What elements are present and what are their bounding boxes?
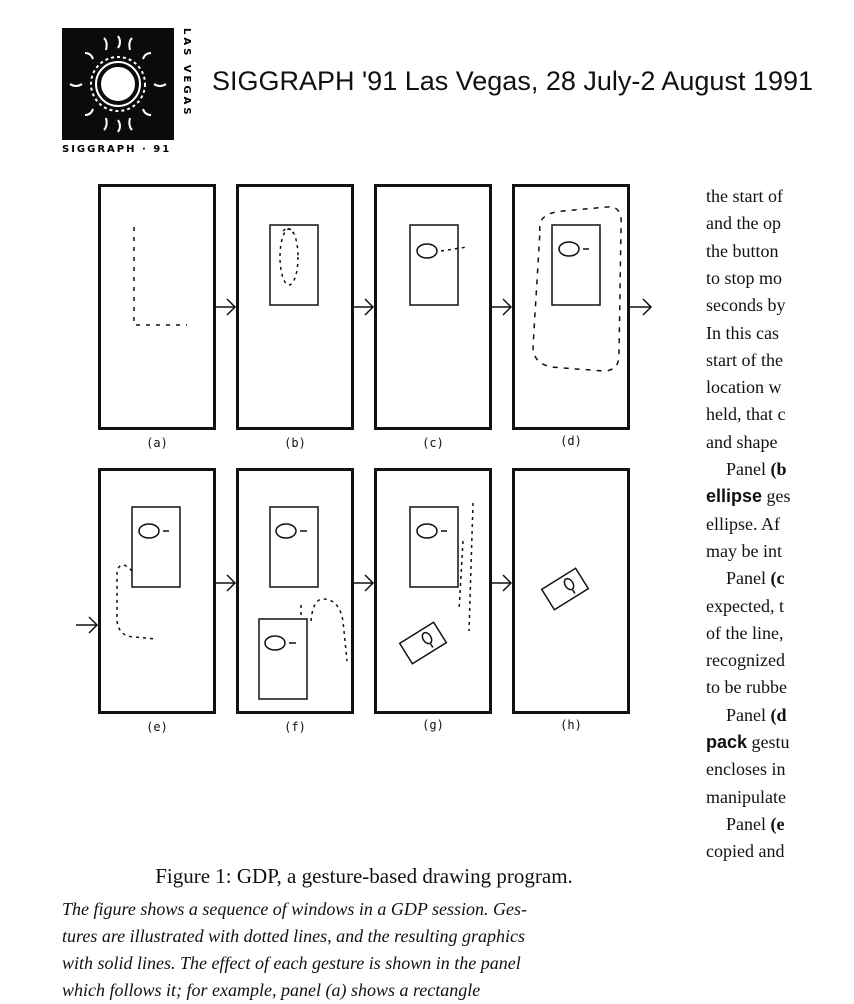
panel-reference: (b bbox=[770, 459, 787, 479]
body-text-line bbox=[706, 841, 784, 862]
arrow-g-h-icon bbox=[492, 570, 514, 596]
body-text-line bbox=[726, 459, 787, 480]
panel-f-drawing bbox=[239, 471, 357, 717]
arrow-f-g-icon bbox=[354, 570, 376, 596]
body-text-line bbox=[706, 213, 781, 234]
gesture-name: ellipse bbox=[706, 486, 763, 507]
logo-bottom-text: SIGGRAPH · 91 bbox=[62, 144, 172, 155]
text-run: to be rubbe bbox=[706, 677, 787, 698]
logo-emblem bbox=[62, 28, 174, 140]
body-text-line bbox=[706, 377, 781, 398]
text-run: may be int bbox=[706, 540, 782, 561]
body-text-line bbox=[706, 623, 783, 644]
text-run: Panel bbox=[726, 813, 771, 834]
panel-d bbox=[512, 184, 630, 430]
text-run: manipulate bbox=[706, 786, 786, 807]
text-run: to stop mo bbox=[706, 267, 783, 288]
body-text-line bbox=[706, 787, 786, 808]
body-text-line bbox=[706, 677, 787, 698]
text-run: ges bbox=[762, 486, 791, 507]
text-run: Panel bbox=[726, 704, 771, 725]
body-text-line bbox=[706, 295, 786, 316]
text-run: encloses in bbox=[706, 759, 786, 780]
panel-h-label: (h) bbox=[560, 718, 582, 732]
body-text-line bbox=[706, 596, 784, 617]
body-text-line bbox=[726, 568, 784, 589]
panel-e-label: (e) bbox=[146, 720, 168, 734]
text-run: and the op bbox=[706, 213, 781, 234]
text-run: location w bbox=[706, 377, 782, 398]
arrow-into-e-icon bbox=[76, 612, 100, 638]
panel-g bbox=[374, 468, 492, 714]
panel-e-drawing bbox=[101, 471, 219, 717]
caption-line: tures are illustrated with dotted lines, and the resulting graphics bbox=[62, 926, 525, 946]
panel-h bbox=[512, 468, 630, 714]
text-run: start of the bbox=[706, 349, 783, 370]
figure-caption-body bbox=[62, 896, 650, 1004]
gesture-name: pack bbox=[706, 732, 748, 752]
caption-line: with solid lines. The effect of each gesture is shown in the panel bbox=[62, 953, 521, 973]
caption-line: The figure shows a sequence of windows in a GDP session. Ges- bbox=[62, 899, 527, 919]
text-run: expected, t bbox=[706, 595, 784, 616]
body-text-line bbox=[706, 186, 783, 207]
body-text-line bbox=[706, 541, 782, 562]
panel-a-label: (a) bbox=[146, 436, 168, 450]
text-run: and shape bbox=[706, 431, 778, 452]
body-text-line bbox=[706, 268, 782, 289]
arrow-b-c-icon bbox=[354, 294, 376, 320]
panel-b-drawing bbox=[239, 187, 357, 433]
text-run: of the line, bbox=[706, 622, 784, 643]
panel-reference: (c bbox=[770, 568, 785, 589]
panel-g-drawing bbox=[377, 471, 495, 717]
body-text-line bbox=[706, 514, 780, 535]
body-text-line bbox=[706, 404, 785, 425]
panel-reference: (d bbox=[770, 704, 787, 725]
siggraph-logo bbox=[62, 28, 192, 160]
text-run: held, that c bbox=[706, 404, 786, 425]
panel-a-drawing bbox=[101, 187, 219, 433]
body-text-line bbox=[706, 323, 779, 344]
arrow-a-b-icon bbox=[216, 294, 238, 320]
body-text-line bbox=[706, 759, 785, 780]
body-text-line bbox=[726, 705, 787, 726]
body-text-line bbox=[706, 732, 790, 753]
panel-d-drawing bbox=[515, 187, 633, 433]
page-header-title: SIGGRAPH '91 Las Vegas, 28 July-2 August 1991 bbox=[212, 66, 814, 96]
text-run: the start of bbox=[706, 186, 783, 206]
body-text-line bbox=[706, 350, 783, 371]
panel-b bbox=[236, 184, 354, 430]
text-run: In this cas bbox=[706, 322, 779, 343]
panel-f bbox=[236, 468, 354, 714]
body-text-line bbox=[726, 814, 784, 835]
arrow-c-d-icon bbox=[492, 294, 514, 320]
panel-a bbox=[98, 184, 216, 430]
body-text-line bbox=[706, 486, 791, 507]
text-run: Panel bbox=[726, 459, 771, 479]
text-run: seconds by bbox=[706, 295, 786, 316]
right-column-text bbox=[706, 186, 854, 875]
text-run: gestu bbox=[747, 732, 790, 752]
arrow-d-e-icon bbox=[630, 294, 654, 320]
panel-h-drawing bbox=[515, 471, 633, 717]
panel-f-label: (f) bbox=[284, 720, 306, 734]
panel-c-label: (c) bbox=[422, 436, 444, 450]
caption-line: which follows it; for example, panel (a) shows a rectangle bbox=[62, 980, 481, 1000]
arrow-e-f-icon bbox=[216, 570, 238, 596]
text-run: Panel bbox=[726, 568, 771, 589]
sun-emblem-icon bbox=[62, 28, 174, 140]
figure-1 bbox=[60, 180, 660, 780]
body-text-line bbox=[706, 650, 785, 671]
panel-reference: (e bbox=[770, 813, 785, 834]
text-run: recognized bbox=[706, 650, 785, 671]
panel-c bbox=[374, 184, 492, 430]
panel-c-drawing bbox=[377, 187, 495, 433]
body-text-line bbox=[706, 432, 777, 453]
body-text-line bbox=[706, 241, 779, 262]
logo-vertical-text: LAS VEGAS bbox=[181, 28, 192, 118]
panel-d-label: (d) bbox=[560, 434, 582, 448]
text-run: ellipse. Af bbox=[706, 513, 780, 534]
text-run: copied and bbox=[706, 841, 785, 862]
panel-e bbox=[98, 468, 216, 714]
text-run: the button bbox=[706, 240, 779, 261]
panel-b-label: (b) bbox=[284, 436, 306, 450]
panel-g-label: (g) bbox=[422, 718, 444, 732]
figure-caption-title: Figure 1: GDP, a gesture-based drawing program. bbox=[155, 864, 573, 888]
